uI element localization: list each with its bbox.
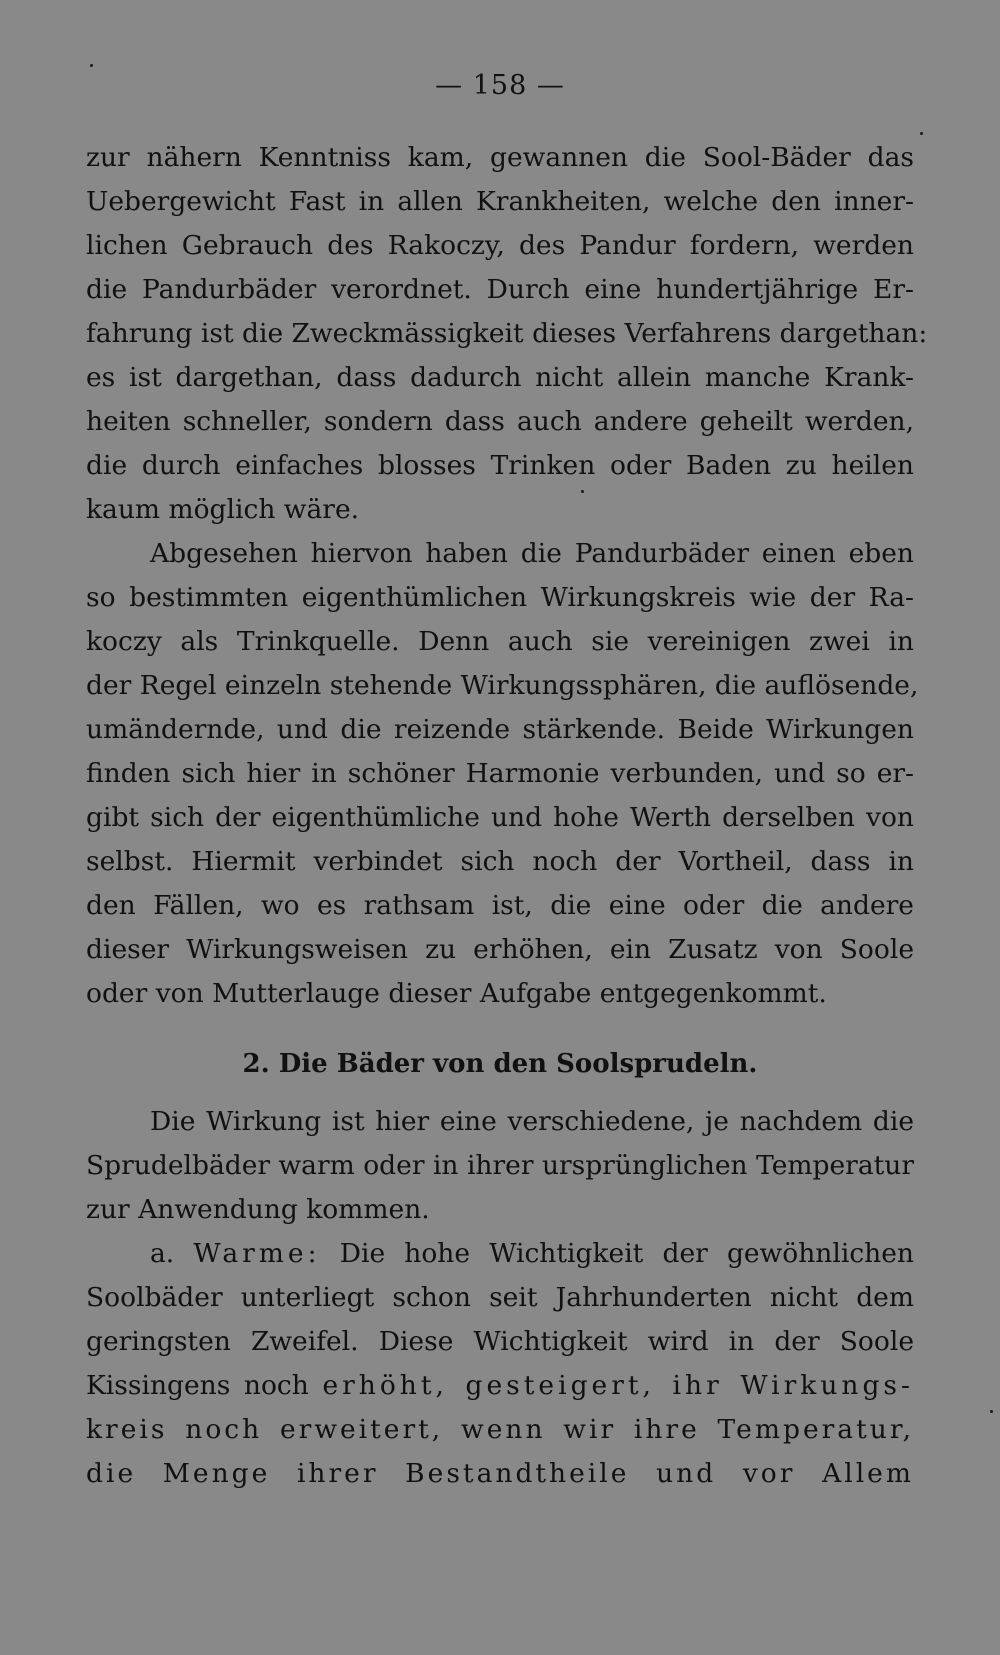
text-line: die Pandurbäder verordnet. Durch eine hundertjährige Er- bbox=[86, 274, 914, 305]
list-marker: a. bbox=[150, 1238, 175, 1269]
text-line-composite bbox=[86, 1232, 914, 1276]
text-line: dieser Wirkungsweisen zu erhöhen, ein Zusatz von Soole bbox=[86, 934, 914, 965]
text-line: Uebergewicht Fast in allen Krankheiten, welche den inner- bbox=[86, 186, 914, 217]
text-line: den Fällen, wo es rathsam ist, die eine oder die andere bbox=[86, 890, 914, 921]
text-block-upper bbox=[86, 136, 928, 1016]
text-line: zur nähern Kenntniss kam, gewannen die Sool-Bäder das bbox=[86, 142, 914, 173]
text-line: selbst. Hiermit verbindet sich noch der Vortheil, dass in bbox=[86, 846, 914, 877]
text-line: umändernde, und die reizende stärkende. Beide Wirkungen bbox=[86, 714, 914, 745]
page-number: — 158 — bbox=[435, 70, 565, 101]
text-line: heiten schneller, sondern dass auch andere geheilt werden, bbox=[86, 406, 914, 437]
text-line: geringsten Zweifel. Diese Wichtigkeit wird in der Soole bbox=[86, 1326, 914, 1357]
text-line: Soolbäder unterliegt schon seit Jahrhunderten nicht dem bbox=[86, 1282, 914, 1313]
text-line: finden sich hier in schöner Harmonie verbunden, und so er- bbox=[86, 758, 914, 789]
text-line: zur Anwendung kommen. bbox=[86, 1194, 430, 1225]
emphasis-term: erhöht, gesteigert, ihr Wirkungs- bbox=[322, 1370, 914, 1401]
section-heading: 2. Die Bäder von den Soolsprudeln. bbox=[242, 1049, 758, 1079]
section-heading-wrap bbox=[86, 1034, 914, 1094]
text-line: lichen Gebrauch des Rakoczy, des Pandur fordern, werden bbox=[86, 230, 914, 261]
text-line: kaum möglich wäre. bbox=[86, 494, 360, 525]
text-line-composite bbox=[86, 1364, 914, 1408]
print-speck bbox=[990, 1410, 993, 1413]
emphasis-term: Warme: bbox=[193, 1238, 321, 1269]
text-line: der Regel einzeln stehende Wirkungssphären, die auflösende, bbox=[86, 670, 919, 701]
print-speck bbox=[920, 132, 923, 135]
text-line: Sprudelbäder warm oder in ihrer ursprünglichen Temperatur bbox=[86, 1150, 914, 1181]
text-line: gibt sich der eigenthümliche und hohe Werth derselben von bbox=[86, 802, 914, 833]
text-line: so bestimmten eigenthümlichen Wirkungskreis wie der Ra- bbox=[86, 582, 914, 613]
text-fragment: Die hohe Wichtigkeit der gewöhnlichen bbox=[339, 1238, 914, 1269]
text-line: die durch einfaches blosses Trinken oder Baden zu heilen bbox=[86, 450, 914, 481]
text-block-lower bbox=[86, 1100, 914, 1496]
text-line: Abgesehen hiervon haben die Pandurbäder einen eben bbox=[150, 538, 914, 569]
text-line: es ist dargethan, dass dadurch nicht allein manche Krank- bbox=[86, 362, 914, 393]
text-line: fahrung ist die Zweckmässigkeit dieses Verfahrens dargethan: bbox=[86, 318, 928, 349]
text-line: Die Wirkung ist hier eine verschiedene, je nachdem die bbox=[150, 1106, 914, 1137]
text-line: die Menge ihrer Bestandtheile und vor Allem bbox=[86, 1458, 914, 1489]
text-fragment: Kissingens noch bbox=[86, 1370, 309, 1401]
text-line: oder von Mutterlauge dieser Aufgabe entgegenkommt. bbox=[86, 978, 827, 1009]
text-line: kreis noch erweitert, wenn wir ihre Temperatur, bbox=[86, 1414, 914, 1445]
text-line: koczy als Trinkquelle. Denn auch sie vereinigen zwei in bbox=[86, 626, 914, 657]
print-speck bbox=[90, 64, 93, 67]
print-speck bbox=[581, 490, 584, 493]
